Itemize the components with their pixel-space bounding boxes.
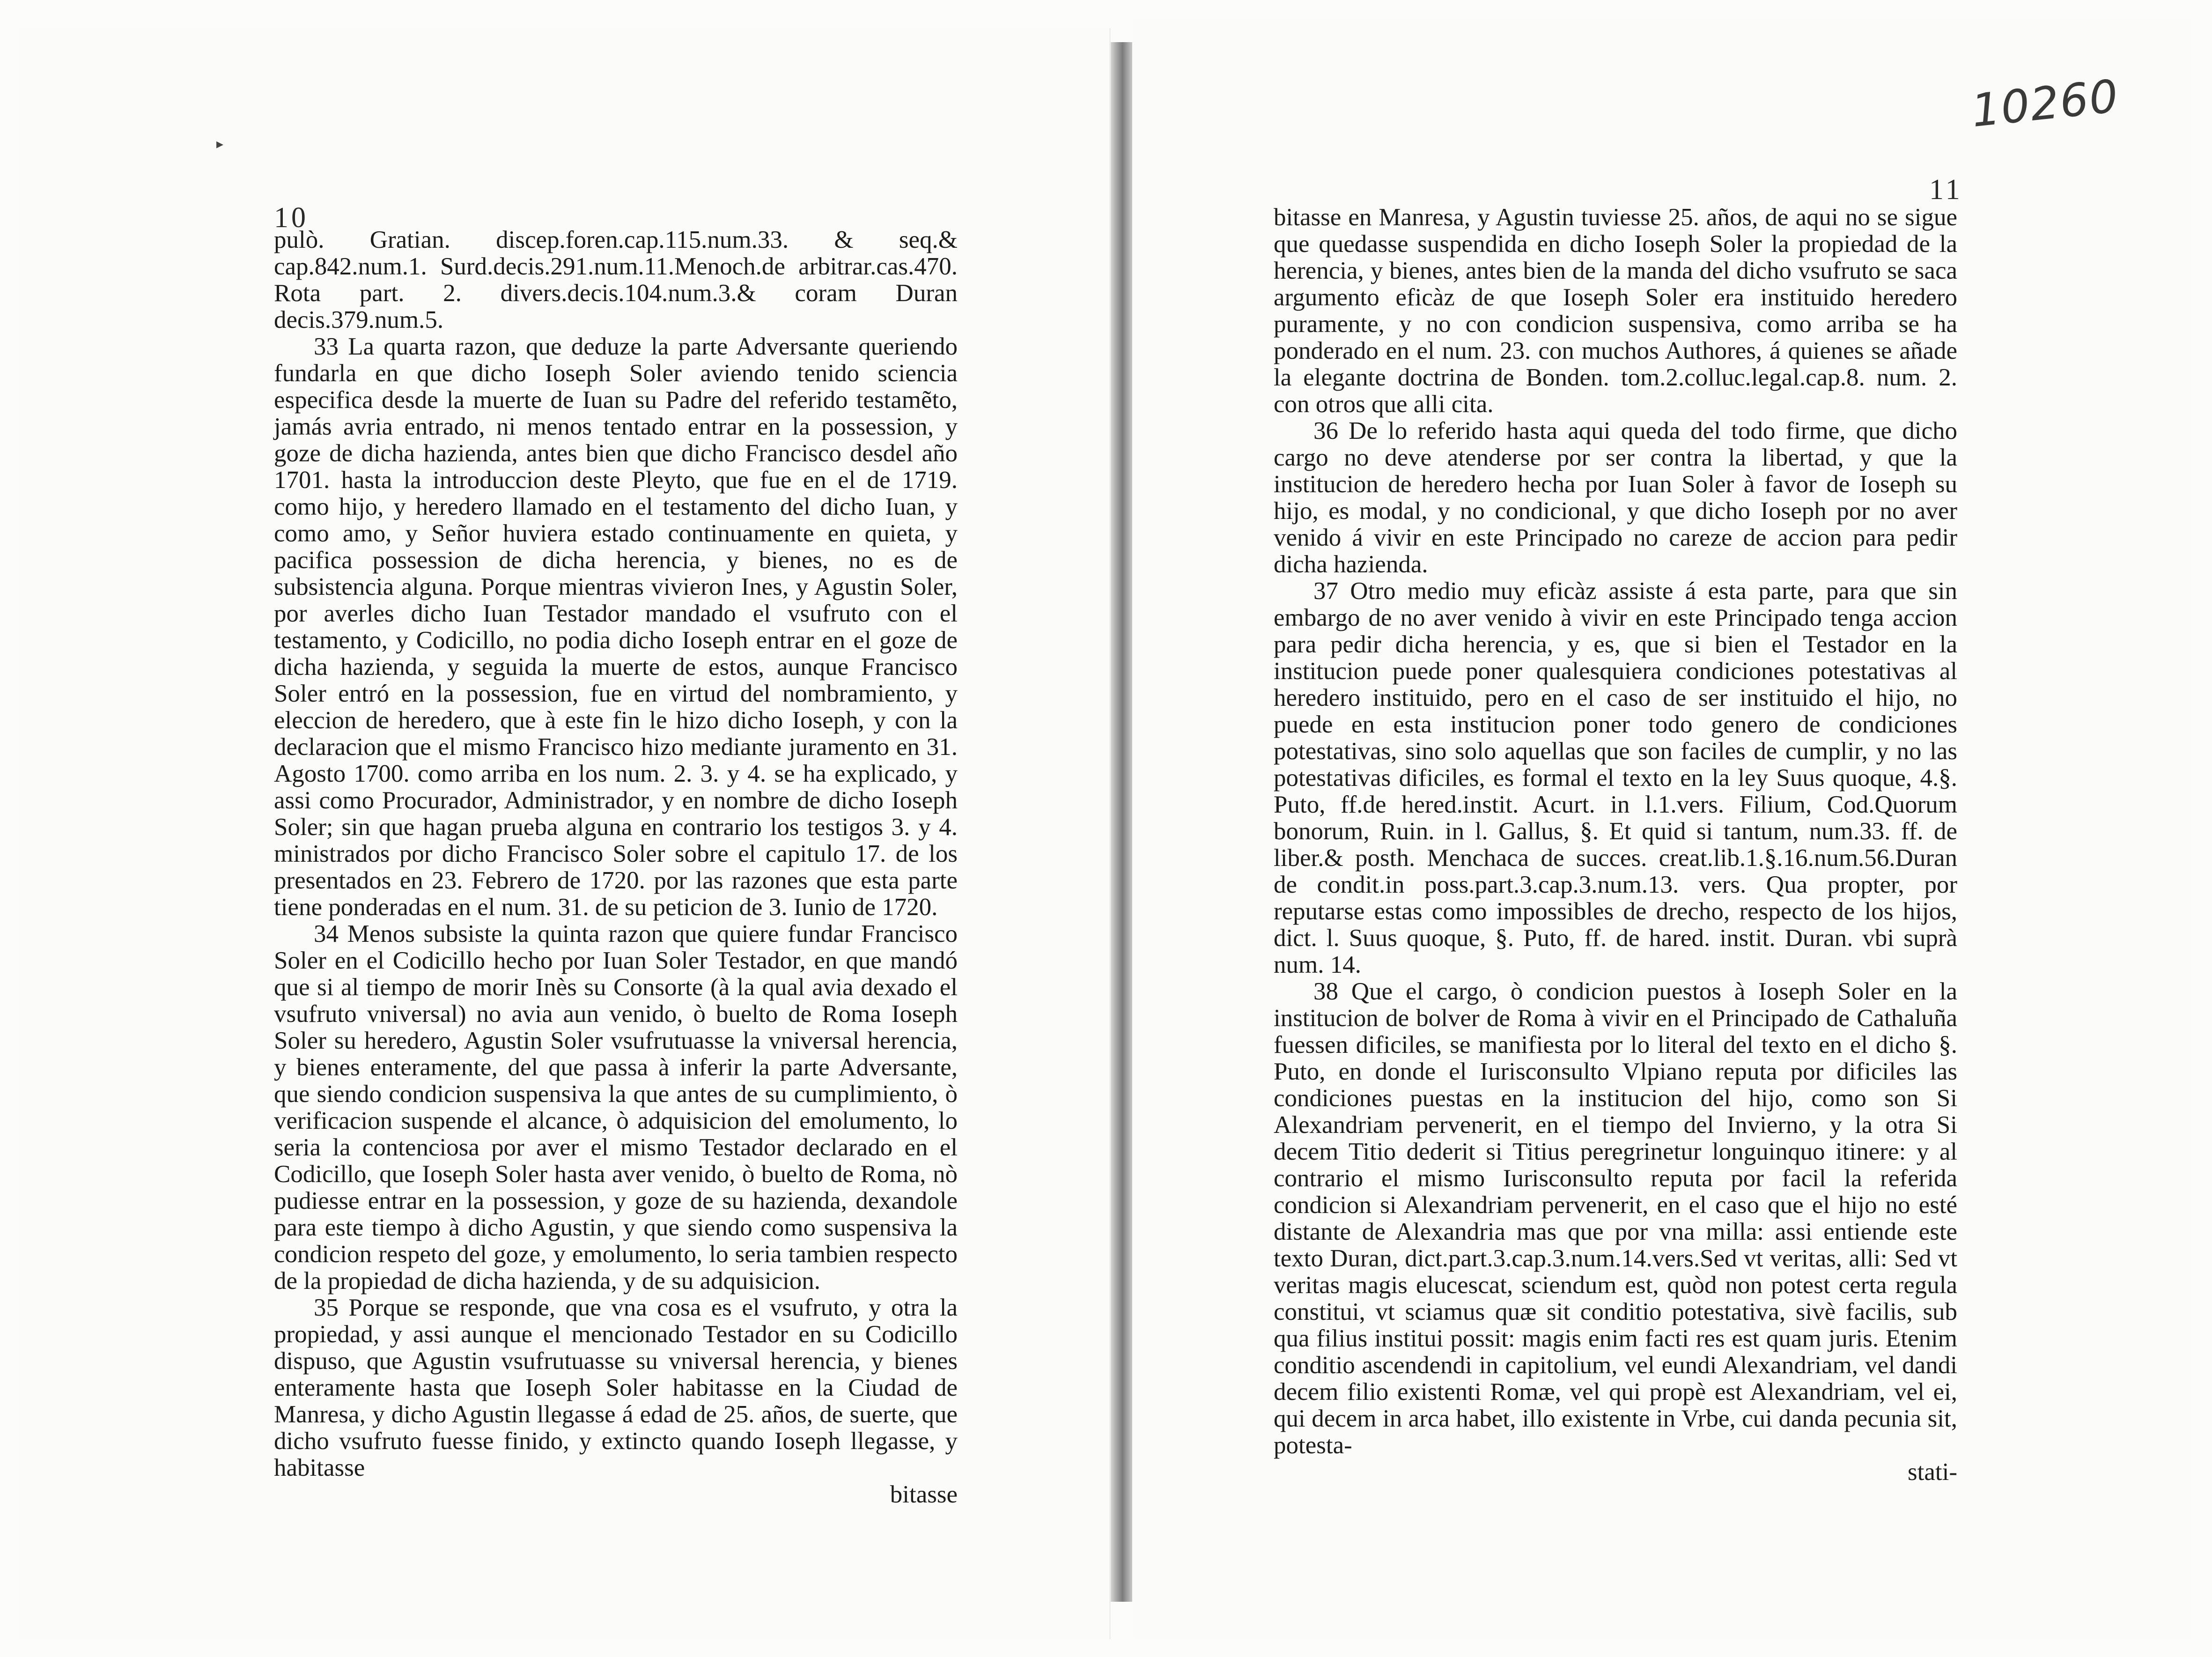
- left-paragraph-34: [274, 921, 958, 1295]
- stray-ink-mark: ▸: [216, 136, 224, 152]
- paragraph-text: La quarta razon, que deduze la parte Adversante queriendo fundarla en que dicho Ioseph Soler aviendo tenido sciencia especifica desde la muerte de Iuan su Padre del referido testamẽto, jamás avria entrado, ni menos tentado entrar en la possession, y goze de dicha hazienda, antes bien que dicho Francisco desdel año 1701. hasta la introduccion deste Pleyto, que fue en el de 1719. como hijo, y heredero llamado en el testamento del dicho Iuan, y como amo, y Señor huviera estado continuamente en quieta, y pacifica possession de dicha herencia, y bienes, no es de subsistencia alguna. Porque mientras vivieron Ines, y Agustin Soler, por averles dicho Iuan Testador mandado el vsufruto con el testamento, y Codicillo, no podia dicho Ioseph entrar en el goze de dicha hazienda, y seguida la muerte de estos, aunque Francisco Soler entró en la possession, fue en virtud del nombramiento, y eleccion de heredero, que à este fin le hizo dicho Ioseph, y con la declaracion que el mismo Francisco hizo mediante juramento en 31. Agosto 1700. como arriba en los num. 2. 3. y 4. se ha explicado, y assi como Procurador, Administrador, y en nombre de dicho Ioseph Soler; sin que hagan prueba alguna en contrario los testigos 3. y 4. ministrados por dicho Francisco Soler sobre el capitulo 17. de los presentados en 23. Febrero de 1720. por las razones que esta parte tiene ponderadas en el num. 31. de su peticion de 3. Iunio de 1720.: [274, 333, 958, 921]
- paragraph-text: Porque se responde, que vna cosa es el vsufruto, y otra la propiedad, y assi aunque el mencionado Testador en su Codicillo dispuso, que Agustin vsufrutuasse su vniversal herencia, y bienes enteramente hasta que Ioseph Soler habitasse en la Ciudad de Manresa, y dicho Agustin llegasse á edad de 25. años, de suerte, que dicho vsufruto fuesse finido, y extincto quando Ioseph llegasse, y habitasse: [274, 1294, 958, 1481]
- right-page-number: 11: [1929, 174, 1963, 206]
- paragraph-text: Menos subsiste la quinta razon que quiere fundar Francisco Soler en el Codicillo hecho por Iuan Soler Testador, en que mandó que si al tiempo de morir Inès su Consorte (à la qual avia dexado el vsufruto vniversal) no avia aun venido, ò buelto de Roma Ioseph Soler su heredero, Agustin Soler vsufrutuasse la vniversal herencia, y bienes enteramente, del que passa à inferir la parte Adversante, que siendo condicion suspensiva la que antes de su cumplimiento, ò verificacion suspende el alcance, ò adquisicion del emolumento, lo seria la contenciosa por aver el mismo Testador declarado en el Codicillo, que Ioseph Soler hasta aver venido, ò buelto de Roma, nò pudiesse entrar en la possession, y goze de su hazienda, dexandole para este tiempo à dicho Agustin, y que siendo como suspensiva la condicion respeto del goze, y emolumento, lo seria tambien respecto de la propiedad de dicha hazienda, y de su adquisicion.: [274, 920, 958, 1295]
- paragraph-text: Que el cargo, ò condicion puestos à Ioseph Soler en la institucion de bolver de Roma à vivir en el Principado de Cathaluña fuessen dificiles, se manifiesta por lo literal del texto en el dicho §. Puto, en donde el Iurisconsulto Vlpiano reputa por dificiles las condiciones puestas en la institucion del hijo, como son Si Alexandriam pervenerit, en el tiempo del Invierno, y la otra Si decem Titio dederit si Titius peregrinetur longuinquo itinere: y al contrario el mismo Iurisconsulto reputa por facil la referida condicion si Alexandriam pervenerit, en el caso que el hijo no esté distante de Alexandria mas que por vna milla: assi entiende este texto Duran, dict.part.3.cap.3.num.14.vers.Sed vt veritas, alli: Sed vt veritas magis elucescat, sciendum est, quòd non potest certa regula constitui, vt sciamus quæ sit conditio potestativa, sivè facilis, sub qua filius institui possit: magis enim facti res est quam juris. Etenim conditio ascendendi in capitolium, vel eundi Alexandriam, vel dandi decem filio existenti Romæ, vel qui propè est Alexandriam, vel ei, qui decem in arca habet, illo existente in Vrbe, cui danda pecunia sit, potesta-: [1274, 978, 1958, 1459]
- left-paragraph-33: [274, 333, 958, 921]
- left-paragraph-35: [274, 1295, 958, 1481]
- paragraph-number: 33: [314, 333, 339, 360]
- paragraph-text: Otro medio muy eficàz assiste á esta parte, para que sin embargo de no aver venido à vivir en este Principado tenga accion para pedir dicha herencia, y es, que si bien el Testador en la institucion puede poner qualesquiera condiciones potestativas al heredero instituido, pero en el caso de ser instituido el hijo, no puede en esta institucion poner todo genero de condiciones potestativas, sino solo aquellas que son faciles de cumplir, y no las potestativas dificiles, es formal el texto en la ley Suus quoque, 4.§. Puto, ff.de hered.instit. Acurt. in l.1.vers. Filium, Cod.Quorum bonorum, Ruin. in l. Gallus, §. Et quid si tantum, num.33. ff. de liber.& posth. Menchaca de succes. creat.lib.1.§.16.num.56.Duran de condit.in poss.part.3.cap.3.num.13. vers. Qua propter, por reputarse estas como impossibles de drecho, respecto de los hijos, dict. l. Suus quoque, §. Puto, ff. de hared. instit. Duran. vbi suprà num. 14.: [1274, 577, 1957, 978]
- paragraph-number: 35: [314, 1294, 339, 1321]
- paragraph-number: 38: [1313, 978, 1338, 1005]
- paragraph-text: De lo referido hasta aqui queda del todo firme, que dicho cargo no deve atenderse por ser contra la libertad, y que la institucion de heredero hecha por Iuan Soler à favor de Ioseph su hijo, es modal, y no condicional, y que dicho Ioseph por no aver venido á vivir en este Principado no careze de accion para pedir dicha hazienda.: [1274, 417, 1958, 578]
- right-catchword: stati-: [1908, 1458, 1957, 1486]
- left-page-number: 10: [274, 202, 309, 234]
- right-paragraph-0-text: bitasse en Manresa, y Agustin tuviesse 25. años, de aqui no se sigue que quedasse suspendida en dicho Ioseph Soler la propiedad de la herencia, y bienes, antes bien de la manda del dicho vsufruto se saca argumento eficàz de que Ioseph Soler era instituido heredero puramente, y no con condicion suspensiva, como arriba se ha ponderado en el num. 23. con muchos Authores, á quienes se añade la elegante doctrina de Bonden. tom.2.colluc.legal.cap.8. num. 2. con otros que alli cita.: [1274, 204, 1957, 418]
- left-page-text: [274, 227, 958, 1508]
- right-paragraph-continuation: [1274, 204, 1957, 418]
- right-paragraph-36: [1274, 418, 1957, 578]
- right-page-text: [1274, 204, 1957, 1486]
- paragraph-number: 36: [1313, 417, 1338, 444]
- left-paragraph-continuation: [274, 227, 958, 333]
- paragraph-number: 34: [314, 920, 339, 947]
- left-catchword: bitasse: [890, 1481, 958, 1508]
- right-paragraph-38: [1274, 978, 1957, 1459]
- book-gutter: [1111, 42, 1132, 1602]
- right-paragraph-37: [1274, 578, 1957, 978]
- paragraph-number: 37: [1313, 577, 1338, 605]
- archive-handwritten-number: 10260: [1969, 69, 2122, 138]
- left-paragraph-0-text: pulò. Gratian. discep.foren.cap.115.num.33. & seq.& cap.842.num.1. Surd.decis.291.num.11.Menoch.de arbitrar.cas.470. Rota part. 2. divers.decis.104.num.3.& coram Duran decis.379.num.5.: [274, 226, 958, 333]
